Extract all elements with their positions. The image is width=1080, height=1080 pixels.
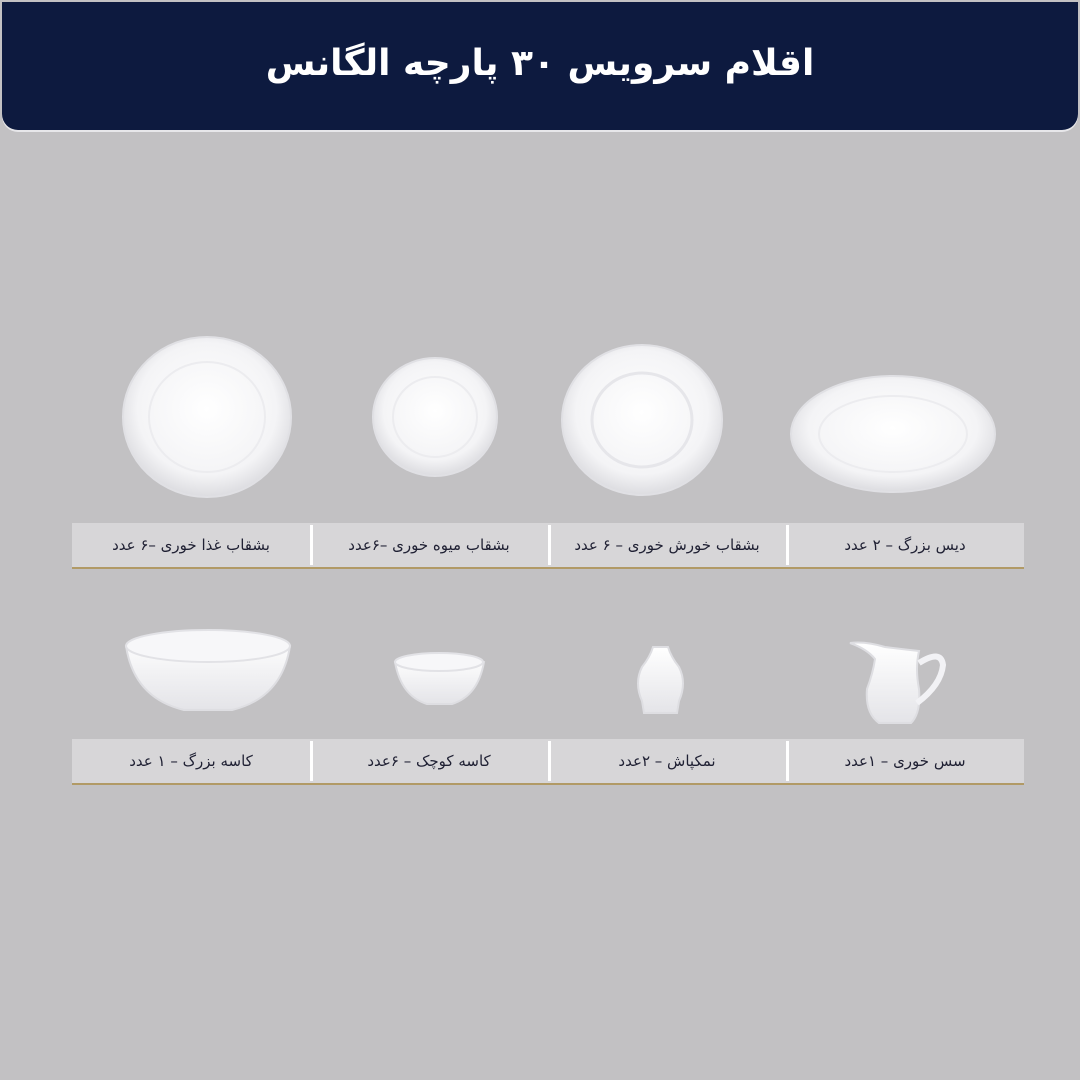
fruit-plate-icon — [370, 355, 500, 480]
label-serving-platter: دیس بزرگ – ۲ عدد — [786, 523, 1024, 567]
row2-label-bar — [72, 739, 1024, 785]
dinner-plate-icon — [120, 335, 295, 500]
serving-platter-icon — [788, 372, 998, 497]
label-small-bowl: کاسه کوچک – ۶عدد — [310, 739, 548, 783]
large-bowl-icon — [122, 622, 294, 717]
salt-shaker-icon — [633, 643, 688, 718]
page-title: اقلام سرویس ۳۰ پارچه الگانس — [265, 42, 815, 84]
header-banner — [2, 2, 1078, 130]
row1-label-bar — [72, 523, 1024, 569]
sauce-boat-icon — [845, 633, 950, 728]
label-dinner-plate: بشقاب غذا خوری –۶ عدد — [112, 536, 270, 554]
label-salt-shaker: نمکپاش – ۲عدد — [548, 739, 786, 783]
label-large-bowl: کاسه بزرگ – ۱ عدد — [129, 752, 253, 770]
label-fruit-plate: بشقاب میوه خوری –۶عدد — [310, 523, 548, 567]
label-sauce-boat: سس خوری – ۱عدد — [786, 739, 1024, 783]
label-stew-plate: بشقاب خورش خوری – ۶ عدد — [548, 523, 786, 567]
stew-plate-icon — [560, 343, 725, 498]
small-bowl-icon — [392, 648, 487, 710]
